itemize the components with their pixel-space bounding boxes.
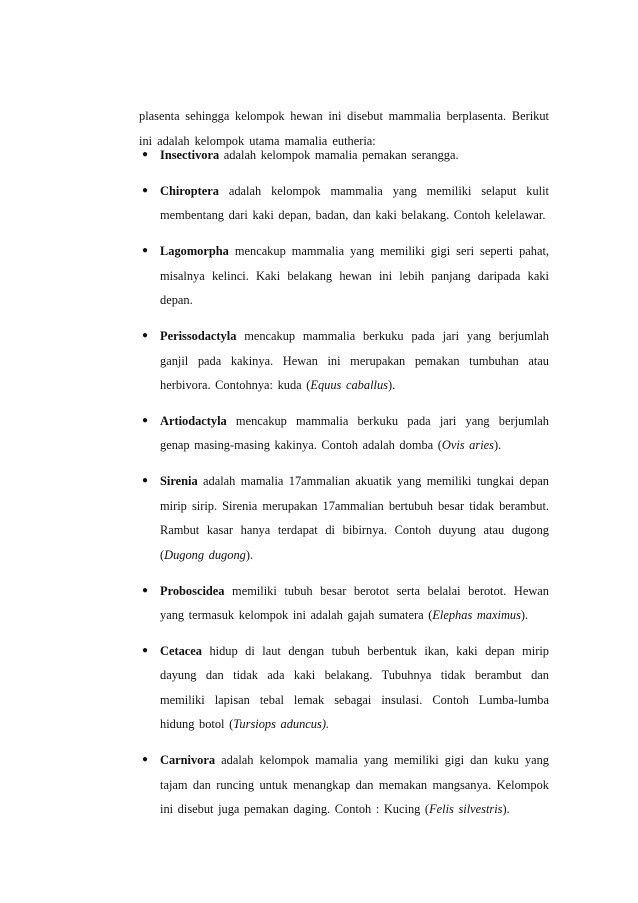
- description-tail: ).: [493, 438, 502, 453]
- list-item: [139, 639, 549, 737]
- scientific-name: Tursiops aduncus).: [233, 717, 330, 732]
- group-term: Proboscidea: [160, 583, 225, 598]
- scientific-name: Ovis aries: [441, 438, 494, 453]
- description-tail: ).: [245, 547, 254, 562]
- group-description: memiliki tubuh besar berotot serta belalai berotot. Hewan yang termasuk kelompok ini adalah gajah sumatera (: [160, 583, 549, 623]
- group-term: Cetacea: [160, 644, 202, 659]
- scientific-name: Equus caballus: [310, 378, 388, 393]
- bullet-icon: ●: [142, 584, 149, 596]
- list-item: [139, 579, 549, 628]
- group-description: mencakup mammalia berkuku pada jari yang berjumlah ganjil pada kakinya. Hewan ini merupakan pemakan tumbuhan atau herbivora. Contohnya: kuda (: [160, 329, 549, 393]
- list-item: [139, 748, 549, 821]
- description-tail: ).: [387, 378, 396, 393]
- group-description: hidup di laut dengan tubuh berbentuk ikan, kaki depan mirip dayung dan tidak ada kaki belakang. Tubuhnya tidak berambut dan memiliki lapisan tebal lemak sebagai insulasi. Contoh Lumba-lumba hidung botol (: [160, 644, 549, 732]
- bullet-icon: ●: [142, 475, 149, 487]
- group-term: Chiroptera: [160, 184, 219, 198]
- bullet-icon: ●: [142, 185, 149, 196]
- list-item: [139, 179, 549, 228]
- list-item: [139, 409, 549, 458]
- group-term: Sirenia: [160, 474, 198, 489]
- scientific-name: Dugong dugong: [164, 547, 246, 562]
- description-tail: ).: [520, 608, 529, 623]
- group-description: adalah mamalia 17ammalian akuatik yang memiliki tungkai depan mirip sirip. Sirenia merupakan 17ammalian bertubuh besar tidak berambut. Rambut kasar hanya terdapat di bibirnya. Contoh duyung atau dugong (: [160, 474, 549, 562]
- group-term: Carnivora: [160, 753, 216, 768]
- group-description: mencakup mammalia berkuku pada jari yang berjumlah genap masing-masing kakinya. Contoh adalah domba (: [160, 414, 549, 453]
- list-item: [139, 143, 549, 167]
- list-item: [139, 324, 549, 397]
- group-term: Insectivora: [160, 148, 220, 162]
- group-description: adalah kelompok mamalia pemakan serangga.: [219, 148, 459, 162]
- group-description: adalah kelompok mamalia yang memiliki gigi dan kuku yang tajam dan runcing untuk menangkap dan memakan mangsanya. Kelompok ini disebut juga pemakan daging. Contoh : Kucing (: [160, 753, 549, 817]
- group-description: adalah kelompok mammalia yang memiliki selaput kulit membentang dari kaki depan, badan, dan kaki belakang. Contoh kelelawar.: [160, 184, 549, 223]
- bullet-icon: ●: [142, 645, 149, 657]
- bullet-icon: ●: [142, 754, 149, 766]
- group-term: Artiodactyla: [160, 414, 227, 429]
- bullet-icon: ●: [142, 330, 149, 342]
- list-item: [139, 469, 549, 567]
- bullet-icon: ●: [142, 149, 149, 160]
- group-term: Lagomorpha: [160, 244, 229, 259]
- list-item: [139, 239, 549, 312]
- group-term: Perissodactyla: [160, 329, 237, 344]
- intro-paragraph: plasenta sehingga kelompok hewan ini disebut mammalia berplasenta. Berikut ini adalah kelompok utama mamalia eutheria:: [139, 109, 549, 149]
- scientific-name: Elephas maximus: [432, 608, 521, 623]
- group-description: mencakup mammalia yang memiliki gigi seri seperti pahat, misalnya kelinci. Kaki belakang hewan ini lebih panjang daripada kaki depan.: [160, 244, 549, 308]
- mammal-group-list: [139, 143, 549, 833]
- bullet-icon: ●: [142, 415, 149, 427]
- description-tail: ).: [502, 802, 510, 817]
- bullet-icon: ●: [142, 245, 149, 257]
- scientific-name: Felis silvestris: [429, 802, 503, 817]
